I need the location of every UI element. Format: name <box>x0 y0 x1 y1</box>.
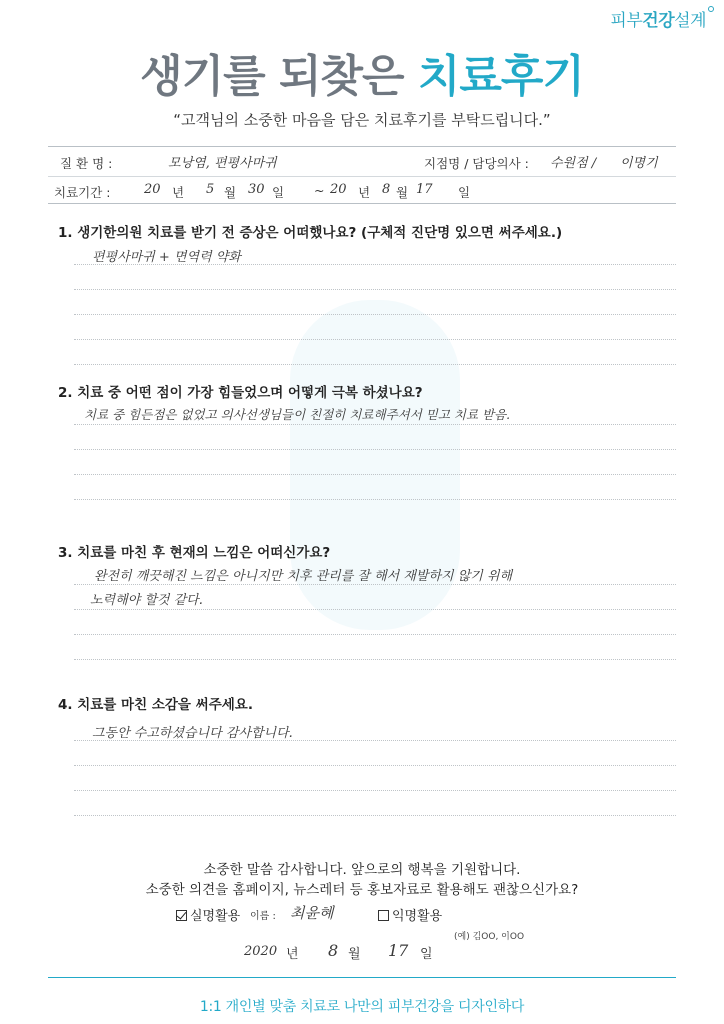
disease-label: 질 환 명 : <box>60 156 113 171</box>
question-2-title: 2. 치료 중 어떤 점이 가장 힘들었으며 어떻게 극복 하셨나요? <box>58 385 423 401</box>
date-month-unit: 월 <box>348 947 361 962</box>
question-4-answer-line-1[interactable]: 그동안 수고하셨습니다 감사합니다. <box>92 726 293 741</box>
period-end-day-unit: 일 <box>458 185 471 200</box>
doctor-value[interactable]: 이명기 <box>620 156 658 171</box>
anonymous-option[interactable] <box>378 905 442 924</box>
question-3-title: 3. 치료를 마친 후 현재의 느낌은 어떠신가요? <box>58 545 331 561</box>
question-3-answer-line-2[interactable]: 노력해야 할것 같다. <box>90 593 203 608</box>
footer-slogan: 1:1 개인별 맞춤 치료로 나만의 피부건강을 디자인하다 <box>199 999 525 1015</box>
question-4-answer-lines <box>74 740 676 840</box>
period-year-unit: 년 <box>172 185 185 200</box>
brand-dot-icon <box>708 6 714 12</box>
thanks-line-1: 소중한 말씀 감사합니다. 앞으로의 행복을 기원합니다. <box>203 862 521 878</box>
period-start-year[interactable]: 20 <box>144 182 161 197</box>
question-1-title: 1. 생기한의원 치료를 받기 전 증상은 어떠했나요? (구체적 진단명 있으면 써주세요.) <box>58 225 563 241</box>
info-divider <box>48 176 676 177</box>
date-month[interactable]: 8 <box>328 941 339 960</box>
period-label: 치료기간 : <box>54 185 111 200</box>
period-month-unit: 월 <box>224 185 237 200</box>
disease-value[interactable]: 모낭염, 편평사마귀 <box>168 156 277 171</box>
period-start-day[interactable]: 30 <box>248 182 265 197</box>
name-example: (예) 김OO, 이OO <box>454 932 525 942</box>
period-end-year[interactable]: 20 <box>330 182 347 197</box>
name-value[interactable]: 최윤혜 <box>290 904 334 922</box>
real-name-option[interactable] <box>176 905 240 924</box>
date-year[interactable]: 2020 <box>244 944 278 959</box>
page-title: 생기를 되찾은 치료후기 <box>140 51 584 102</box>
period-end-year-unit: 년 <box>358 185 371 200</box>
footer-divider <box>48 977 676 978</box>
date-day-unit: 일 <box>420 947 433 962</box>
period-end-month[interactable]: 8 <box>382 182 391 197</box>
real-name-checkbox[interactable] <box>176 910 187 921</box>
thanks-line-2: 소중한 의견을 홈페이지, 뉴스레터 등 홍보자료로 활용해도 괜찮으신가요? <box>145 882 579 898</box>
question-3-answer-line-1[interactable]: 완전히 깨끗해진 느낌은 아니지만 치후 관리를 잘 해서 재발하지 않기 위해 <box>94 569 513 584</box>
page-subtitle: “고객님의 소중한 마음을 담은 치료후기를 부탁드립니다.” <box>173 111 551 129</box>
question-3-answer-lines <box>74 584 676 684</box>
period-start-month[interactable]: 5 <box>206 182 215 197</box>
brand-logo: 피부건강설계 <box>610 11 706 31</box>
date-year-unit: 년 <box>286 947 299 962</box>
period-tilde: ~ <box>314 183 325 198</box>
question-1-answer-lines <box>74 264 676 389</box>
real-name-label: 실명활용 <box>190 909 241 924</box>
name-label: 이름 : <box>250 911 276 922</box>
question-4-title: 4. 치료를 마친 소감을 써주세요. <box>58 697 253 713</box>
question-1-answer-line-1[interactable]: 편평사마귀 + 면역력 약화 <box>92 250 241 265</box>
question-2-answer-lines <box>74 424 676 524</box>
branch-label: 지점명 / 담당의사 : <box>424 156 529 171</box>
period-end-day[interactable]: 17 <box>416 182 433 197</box>
branch-value[interactable]: 수원점 / <box>550 156 597 171</box>
period-end-month-unit: 월 <box>396 185 409 200</box>
date-day[interactable]: 17 <box>388 941 409 960</box>
anonymous-checkbox[interactable] <box>378 910 389 921</box>
anonymous-label: 익명활용 <box>392 909 443 924</box>
question-2-answer-line-1[interactable]: 치료 중 힘든점은 없었고 의사선생님들이 친절히 치료해주셔서 믿고 치료 받음. <box>84 407 511 422</box>
info-box <box>48 146 676 204</box>
period-day-unit: 일 <box>272 185 285 200</box>
